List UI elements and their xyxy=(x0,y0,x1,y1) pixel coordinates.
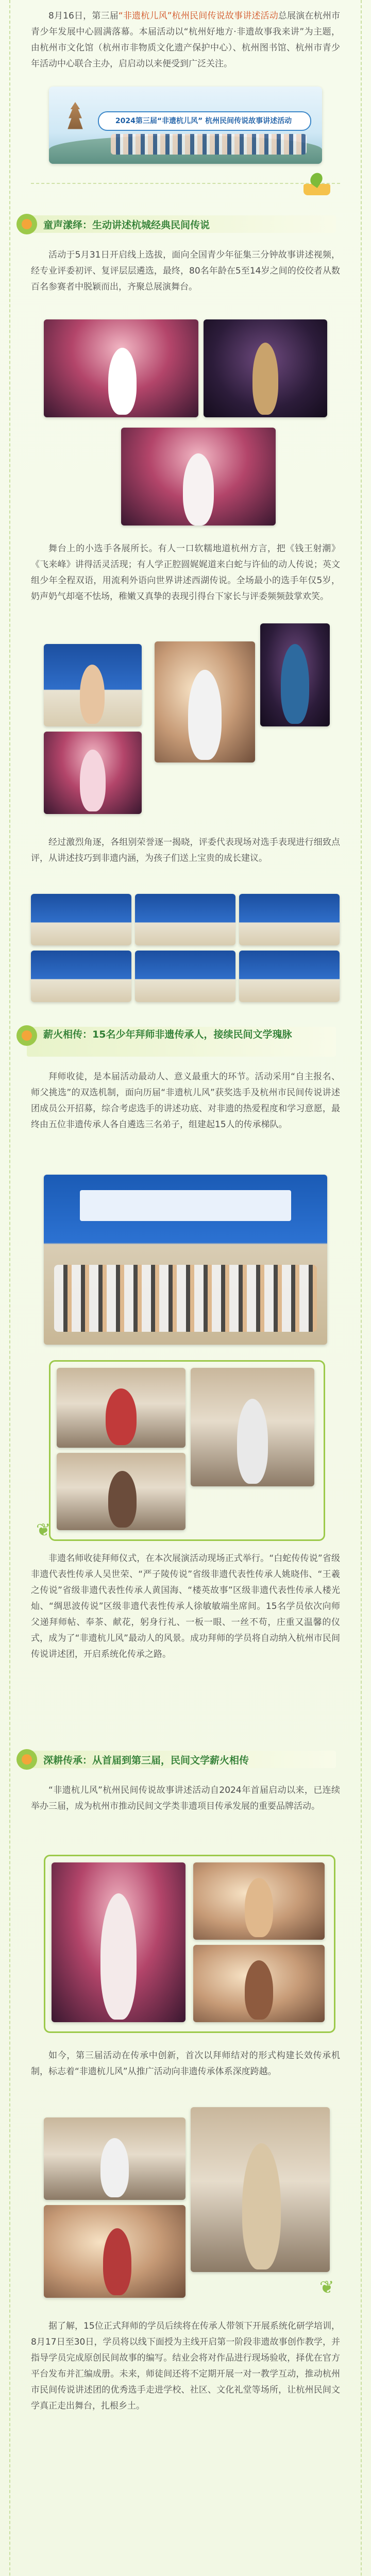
section-heading-2 xyxy=(11,1023,341,1059)
photo-ceremony-group xyxy=(44,1175,327,1345)
paragraph-future-plan: 据了解，15位正式拜师的学员后续将在传承人带领下开展系统化研学培训，8月17日至30日，学员将以线下面授为主线开启第一阶段非遗故事创作教学，并指导学员完成原创民间故事的编写。结业会将对作品进行现场验收，择优在官方平台发布并汇编成册。未来，师徒间还将不定期开展一对一教学互动，推动杭州市民间传说讲述团的优秀选手走进学校、社区、文化礼堂等场所，让杭州民间文学真正走出舞台，扎根乡土。 xyxy=(31,2321,340,2411)
photo-young-speaker xyxy=(44,732,142,814)
leaf-icon: ❦ xyxy=(319,2277,334,2298)
section-title: 深耕传承：从首届到第三届，民间文学薪火相传 xyxy=(43,1755,249,1766)
paragraph-innovation: 如今，第三届活动在传承中创新，首次以拜师结对的形式构建长效传承机制，标志着“非遗杭儿风”从推广活动向非遗传承体系深度跨越。 xyxy=(31,2050,340,2077)
photo-tea-offering xyxy=(57,1368,185,1448)
section-heading-1 xyxy=(11,211,341,237)
photo-master-student xyxy=(57,1453,185,1530)
sun-icon xyxy=(16,214,37,234)
photo-english-group xyxy=(44,644,142,726)
photo-mentor-close xyxy=(191,2107,330,2272)
stage-banner xyxy=(80,1190,291,1221)
photo-boy-red-scarf xyxy=(155,641,255,762)
section-title: 薪火相传：15名少年拜师非遗传承人，接续民间文学瑰脉 xyxy=(43,1029,292,1040)
intro-paragraph: 8月16日，第三届“非遗杭儿风”杭州民间传说故事讲述活动总展演在杭州市青少年发展中心圆满落幕。本届活动以“杭州好地方·非遗故事我来讲”为主题，由杭州市文化馆（杭州市非物质文化遗产保护中心）、杭州图书馆、杭州市青少年活动中心联合主办，启启动以来便受到广泛关注。 xyxy=(31,11,340,69)
banner-title: 2024第三届“非遗杭儿风” 杭州民间传说故事讲述活动 xyxy=(115,117,292,125)
paragraph-history: “非遗杭儿风”杭州民间传说故事讲述活动自2024年首届启动以来，已连续举办三届，成为杭州市推动民间文学类非遗项目传承发展的重要品牌活动。 xyxy=(31,1785,340,1811)
section-heading-3 xyxy=(11,1747,341,1772)
event-banner xyxy=(49,87,322,164)
banner-pagoda-icon xyxy=(63,102,87,138)
paragraph-apprenticeship: 拜师收徒，是本届活动最动人、意义最重大的环节。活动采用“自主报名、师父挑选”的双选机制，面向历届“非遗杭儿风”获奖选手及杭州市民间传说讲述团成员公开招募，综合考虑选手的讲述功底、对非遗的热爱程度和学习意愿，最终由五位非遗传承人各自遴选三名弟子，组建起15人的传承梯队。 xyxy=(31,1072,340,1130)
photo-award-group-3 xyxy=(239,894,340,945)
banner-crowd xyxy=(111,134,307,155)
paragraph-ceremony: 非遗名师收徒拜师仪式，在本次展演活动现场正式举行。“白蛇传传说”省级非遗代表性传承人吴世荣、“严子陵传说”省级非遗代表性传承人姚晓伟、“王羲之传说”省级非遗代表性传承人黄国海、“楼英故事”区级非遗代表性传承人楼光灿、“绸思波传说”区级非遗代表性传承人徐敏敏端坐席间。15名学员依次向师父递拜师帖、奉茶、献花，躬身行礼、一板一眼、一丝不苟，庄重又温馨的仪式，成为了“非遗杭儿风”最动人的风景。成功拜师的学员将自动纳入杭州市民间传说讲述团，开启系统化传承之路。 xyxy=(31,1553,340,1659)
book-leaf-icon xyxy=(301,173,332,197)
divider-line xyxy=(31,183,340,184)
photo-stage-girl-microphone xyxy=(121,428,276,526)
photo-girl-storytelling xyxy=(44,319,198,417)
crowd-row xyxy=(54,1265,317,1332)
photo-tea-ceremony xyxy=(44,2205,185,2298)
sun-icon xyxy=(16,1749,37,1770)
photo-child-costume xyxy=(260,623,330,726)
photo-award-group-4 xyxy=(31,951,131,1002)
paragraph-award-results: 经过激烈角逐，各组别荣誉逐一揭晓，评委代表现场对选手表现进行细致点评，从讲述技巧到非遗内涵，为孩子们送上宝贵的成长建议。 xyxy=(31,837,340,863)
photo-mentor-child xyxy=(193,1862,325,1940)
paragraph-online-selection: 活动于5月31日开启线上选拔，面向全国青少年征集三分钟故事讲述视频，经专业评委初评、复评层层遴选，最终，80名年龄在5至14岁之间的佼佼者从数百名参赛者中脱颖而出，齐聚总展演舞台。 xyxy=(31,250,340,292)
photo-boy-performing xyxy=(204,319,327,417)
sun-icon xyxy=(16,1025,37,1046)
paragraph-stage-performances: 舞台上的小选手各展所长。有人一口软糯地道杭州方言，把《钱王射潮》《飞来峰》讲得活灵活现；有人学正腔圆娓娓道来白蛇与许仙的动人传说；英文组少年全程双语，用流利外语向世界讲述西湖传说。全场最小的选手年仅5岁，奶声奶气却毫不怯场，稚嫩又真挚的表现引得台下家长与评委频频鼓掌欢笑。 xyxy=(31,544,340,602)
section-title: 童声漾绎：生动讲述杭城经典民间传说 xyxy=(43,219,210,231)
photo-children-reading xyxy=(44,2117,185,2200)
photo-master-guidance xyxy=(193,1945,325,2022)
leaf-icon: ❦ xyxy=(36,1520,51,1540)
photo-girl-qipao xyxy=(52,1862,185,2022)
photo-award-group-5 xyxy=(135,951,235,1002)
photo-award-group-6 xyxy=(239,951,340,1002)
photo-bowing-student xyxy=(191,1368,314,1486)
photo-award-group-2 xyxy=(135,894,235,945)
photo-award-group-1 xyxy=(31,894,131,945)
